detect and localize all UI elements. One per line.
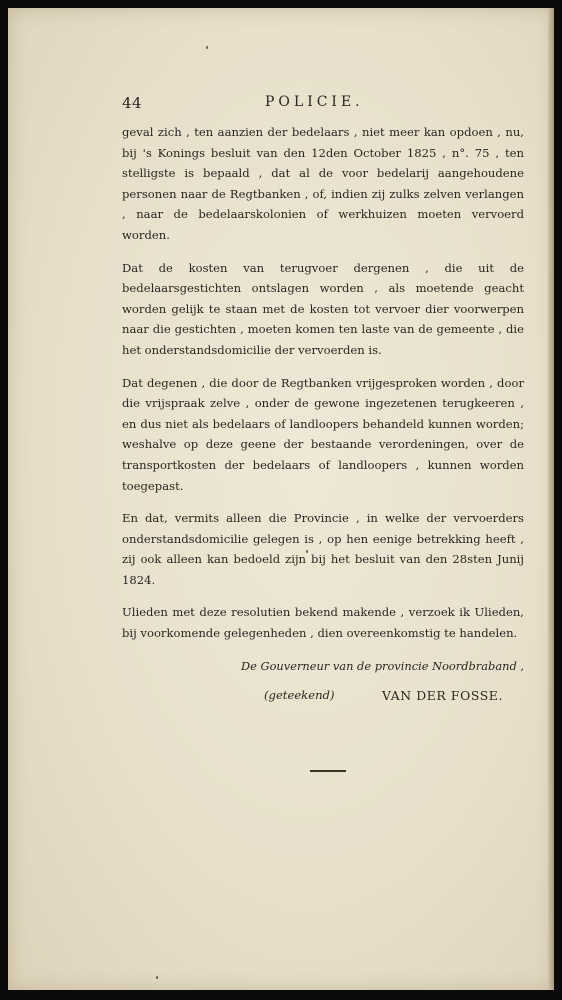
paragraph-4: En dat, vermits alleen die Provincie , in welke der vervoerders onderstandsdomicilie gelegen is , op hen eenige betrekking heeft , zij ook alleen kan bedoeld zijn bij het besluit van den 28sten Junij 1824. (122, 511, 524, 587)
page-header (122, 88, 524, 122)
paragraph-3: Dat degenen , die door de Regtbanken vrijgesproken worden , door die vrijspraak zelve , onder de gewone ingezetenen terugkeeren , en dus niet als bedelaars of landloopers behandeld kunnen worden; weshalve op deze geene der bestaande verordeningen, over de transportkosten der bedelaars of landloopers , kunnen worden toegepast. (122, 375, 524, 493)
running-title: POLICIE. (265, 94, 364, 110)
page-text-block (122, 88, 524, 712)
ink-speck (206, 46, 208, 49)
page-gutter-edge (548, 8, 554, 990)
signature-block (122, 686, 524, 712)
paragraph-2: Dat de kosten van terugvoer dergenen , die uit de bedelaarsgestichten ontslagen worden , als moetende geacht worden gelijk te staan met de kosten tot vervoer dier voorwerpen naar die gestichten , moeten komen ten laste van de gemeente , die het onderstandsdomicilie der vervoerden is. (122, 260, 524, 357)
signer-name: VAN DER FOSSE. (382, 687, 503, 703)
paragraph-1: geval zich , ten aanzien der bedelaars , niet meer kan opdoen , nu, bij 's Konings besluit van den 12den October 1825 , n°. 75 , ten stelligste is bepaald , dat al de voor bedelarij aangehoudene personen naar de Regtbanken , of, indien zij zulks zelven verlangen , naar de bedelaarskolonien of werkhuizen moeten vervoerd worden. (122, 125, 524, 242)
paragraph-5: Ulieden met deze resolutien bekend makende , verzoek ik Ulieden, bij voorkomende gelegenheden , dien overeenkomstig te handelen. (122, 605, 524, 641)
book-page (8, 8, 554, 990)
closing-line: De Gouverneur van de provincie Noordbraband , (240, 658, 524, 673)
page-number: 44 (122, 94, 143, 112)
signed-note: (geteekend) (264, 687, 335, 702)
ink-speck (156, 976, 158, 979)
end-rule (310, 770, 346, 772)
